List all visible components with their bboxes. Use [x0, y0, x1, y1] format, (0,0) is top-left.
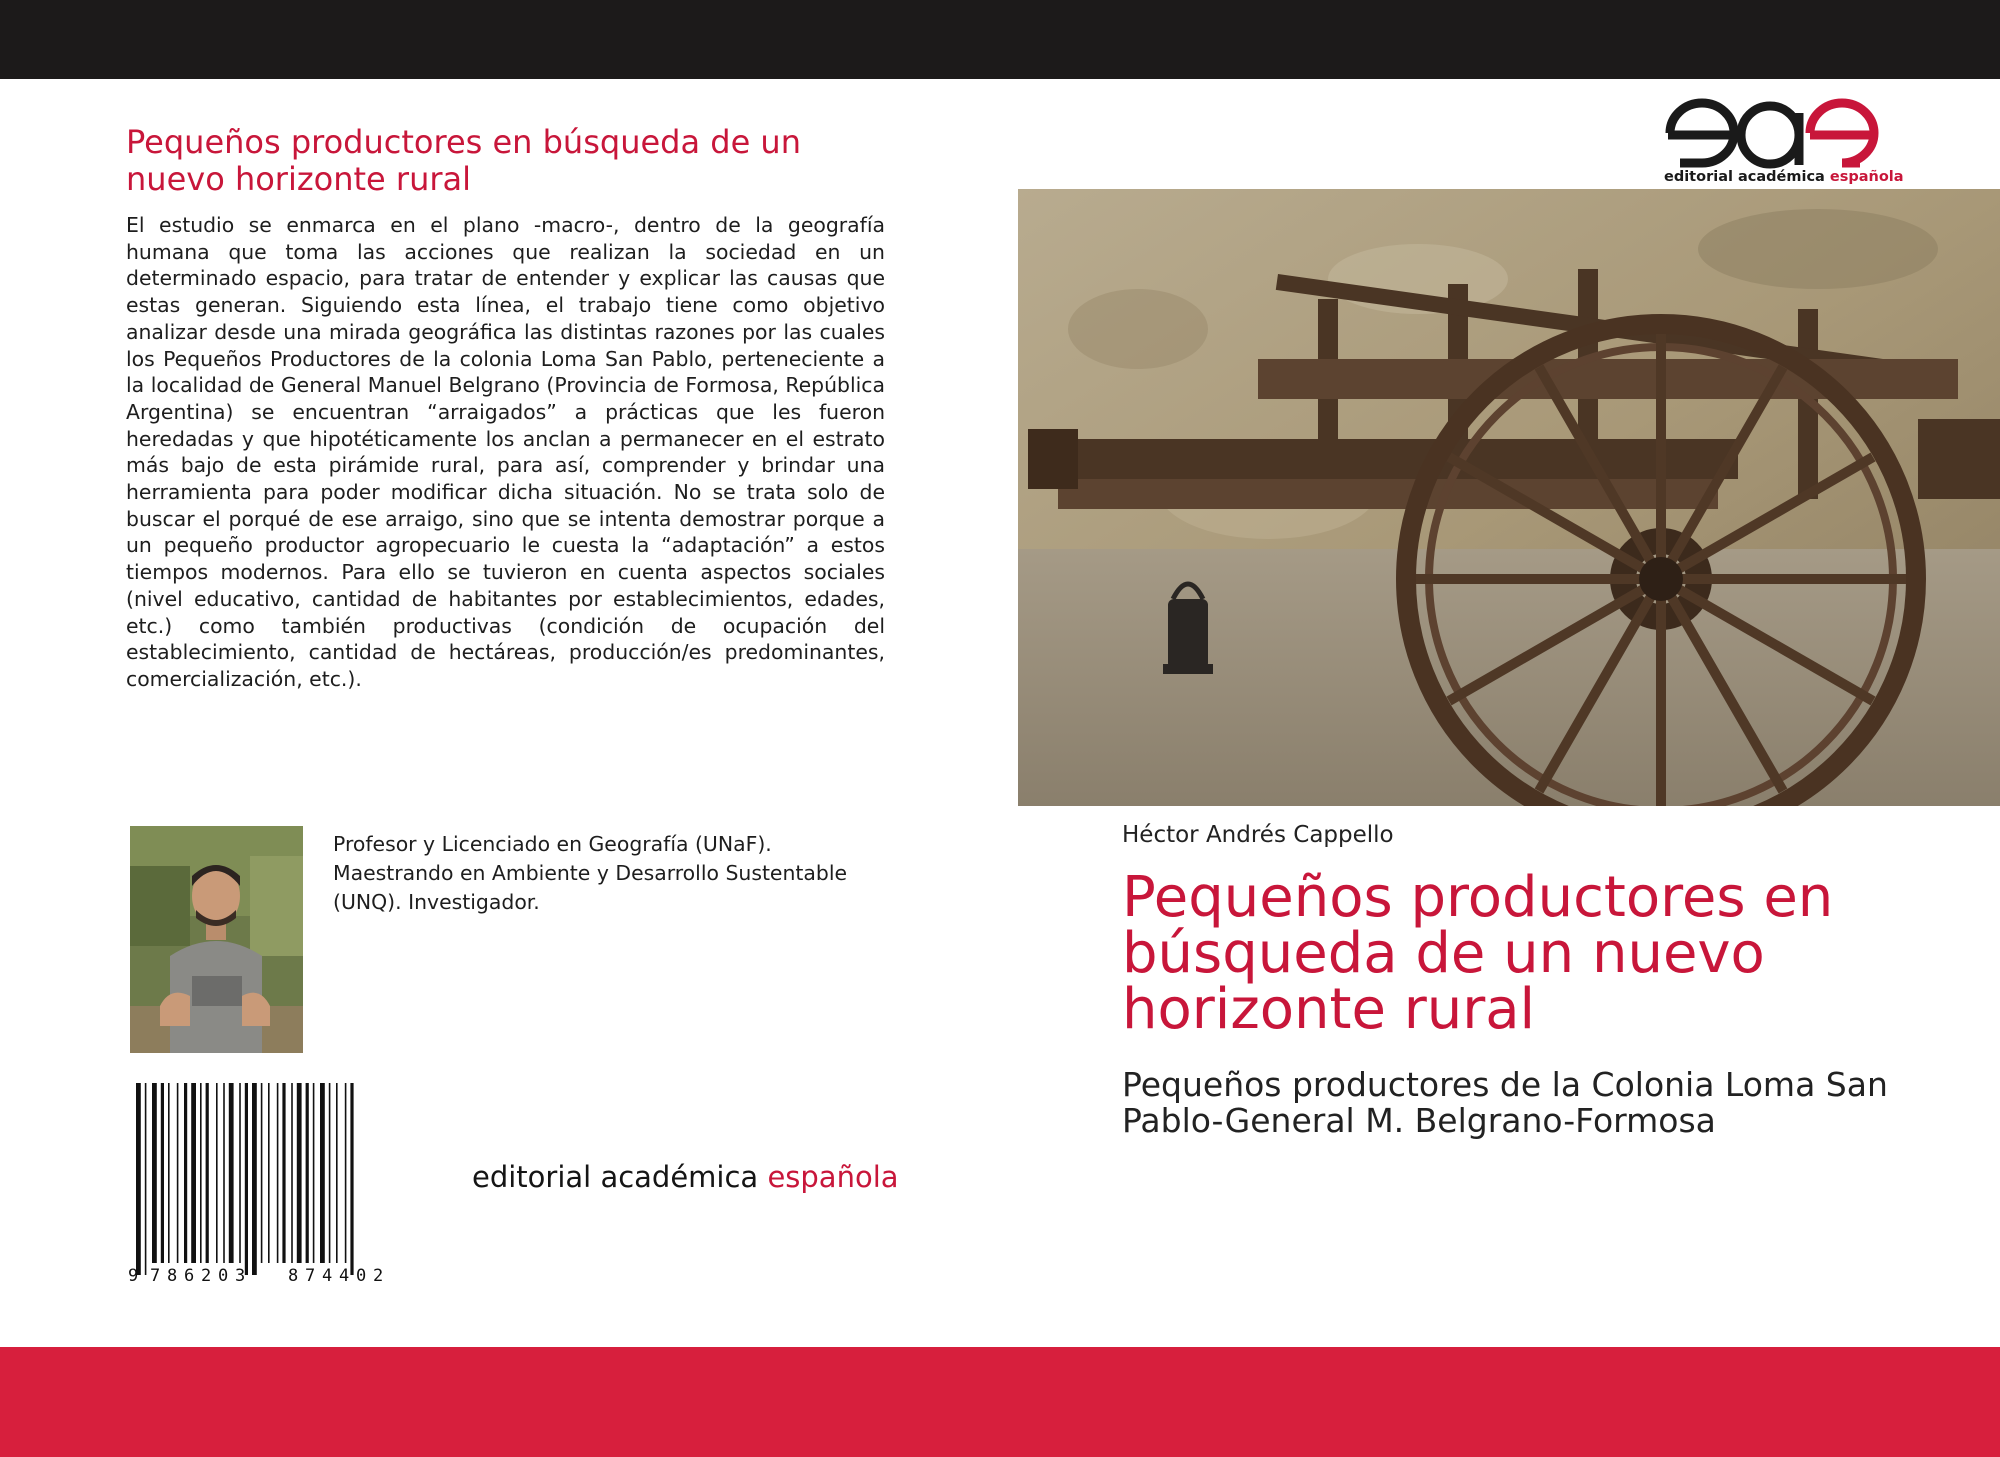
barcode-digit: 7: [150, 1266, 161, 1283]
barcode-bar: [136, 1083, 141, 1275]
publisher-name-accent: española: [767, 1160, 899, 1194]
author-bio-line: Profesor y Licenciado en Geografía (UNaF).: [333, 832, 772, 856]
barcode-bar: [161, 1083, 164, 1263]
front-cover-title: Pequeños productores en búsqueda de un nuevo horizonte rural: [1122, 865, 1834, 1042]
barcode-digit: 2: [373, 1266, 384, 1283]
barcode-bar: [145, 1083, 147, 1275]
barcode-bar: [297, 1083, 302, 1263]
barcode-digit: 7: [305, 1266, 316, 1283]
barcode-digit: 8: [167, 1266, 178, 1283]
publisher-imprint: [472, 1160, 899, 1194]
barcode-bar: [200, 1083, 202, 1263]
barcode-bar: [329, 1083, 331, 1263]
barcode-bar: [216, 1083, 218, 1263]
barcode-bar: [245, 1083, 248, 1275]
top-band: [0, 0, 2000, 79]
barcode-bar: [277, 1083, 279, 1263]
author-bio: [333, 830, 893, 917]
barcode-bar: [261, 1083, 263, 1263]
author-bio-line: Maestrando en Ambiente y Desarrollo Sustentable: [333, 861, 848, 885]
barcode-bar: [313, 1083, 315, 1263]
barcode-digit: 9: [128, 1266, 139, 1283]
barcode-digit: 8: [288, 1266, 299, 1283]
logo-caption-name: editorial académica: [1664, 169, 1830, 185]
barcode-digit: 6: [184, 1266, 195, 1283]
bottom-band: [0, 1347, 2000, 1457]
logo-caption-accent: española: [1829, 169, 1904, 185]
barcode-bar: [252, 1083, 257, 1275]
barcode-bar: [350, 1083, 353, 1275]
barcode-bar: [268, 1083, 270, 1263]
wooden-cart-photo: [1018, 189, 2000, 806]
barcode-bar: [191, 1083, 196, 1263]
author-bio-line: (UNQ). Investigador.: [333, 890, 540, 914]
barcode-bar: [282, 1083, 285, 1263]
back-cover-title: Pequeños productores en búsqueda de un nuevo horizonte rural: [126, 123, 801, 198]
barcode-bar: [168, 1083, 170, 1263]
barcode-bar: [336, 1083, 338, 1263]
barcode-digit: 0: [356, 1266, 367, 1283]
barcode-digit: 0: [218, 1266, 229, 1283]
barcode-bar: [184, 1083, 187, 1263]
front-cover-author: Héctor Andrés Cappello: [1122, 822, 1394, 848]
barcode-bar: [239, 1083, 241, 1263]
barcode-digit: 4: [339, 1266, 350, 1283]
logo-caption: [1664, 169, 1904, 185]
barcode-bar: [345, 1083, 347, 1263]
barcode-bar: [206, 1083, 209, 1263]
barcode-digit: 4: [322, 1266, 333, 1283]
barcode: [126, 1083, 456, 1283]
barcode-bar: [306, 1083, 309, 1263]
barcode-bar: [177, 1083, 179, 1263]
front-cover-subtitle: Pequeños productores de la Colonia Loma San Pablo-General M. Belgrano-Formosa: [1122, 1065, 1888, 1140]
barcode-digit: 2: [201, 1266, 212, 1283]
barcode-bar: [223, 1083, 225, 1263]
publisher-name: editorial académica: [472, 1160, 768, 1194]
back-cover-blurb: El estudio se enmarca en el plano -macro-, dentro de la geografía humana que toma las acciones que realizan la sociedad en un determinado espacio, para tratar de entender y explicar las causas que estas generan. Siguiendo esta línea, el trabajo tiene como objetivo analizar desde una mirada geográfica las distintas razones por las cuales los Pequeños Productores de la colonia Loma San Pablo, perteneciente a la localidad de General Manuel Belgrano (Provincia de Formosa, República Argentina) se encuentran “arraigados” a prácticas que les fueron heredadas y que hipotéticamente los anclan a permanecer en el estrato más bajo de esta pirámide rural, para así, comprender y brindar una herramienta para poder modificar dicha situación. No se trata solo de buscar el porqué de ese arraigo, sino que se intenta demostrar porque a un pequeño productor agropecuario le cuesta la “adaptación” a estos tiempos modernos. Para ello se tuvieron en cuenta aspectos sociales (nivel educativo, cantidad de habitantes por establecimientos, edades, etc.) como también productivas (condición de ocupación del establecimiento, cantidad de hectáreas, producción/es predominantes, comercialización, etc.).: [126, 213, 885, 691]
author-photo: [130, 826, 303, 1053]
barcode-digit: 3: [235, 1266, 246, 1283]
barcode-bar: [152, 1083, 157, 1263]
barcode-bar: [291, 1083, 293, 1263]
barcode-bar: [229, 1083, 234, 1263]
barcode-bar: [320, 1083, 325, 1263]
